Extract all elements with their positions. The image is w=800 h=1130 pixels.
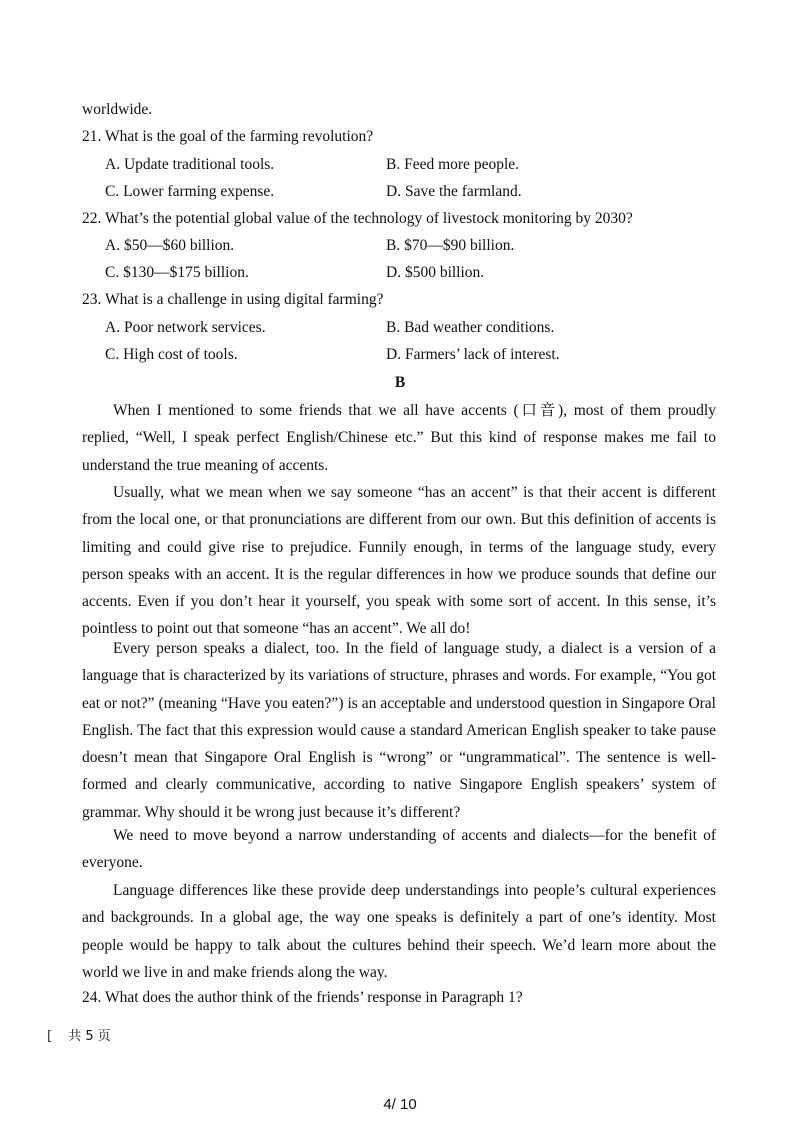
carryover-text: worldwide. [82, 101, 153, 118]
question-23-option-a: A. Poor network services. [105, 319, 266, 336]
page-footer-left [47, 1025, 111, 1044]
question-23-stem: 23. What is a challenge in using digital farming? [82, 291, 384, 308]
question-21-option-d: D. Save the farmland. [386, 183, 522, 200]
page-indicator: 4/ 10 [383, 1096, 417, 1113]
question-24-stem: 24. What does the author think of the friends’ response in Paragraph 1? [82, 989, 523, 1006]
question-21-option-c: C. Lower farming expense. [105, 183, 275, 200]
question-21-stem: 21. What is the goal of the farming revolution? [82, 128, 374, 145]
passage-paragraph-5: Language differences like these provide deep understandings into people’s cultural experiences and backgrounds. In a global age, the way one speaks is definitely a part of one’s identity. Most people would be happy to talk about the cultures behind their speech. We’d learn more about the world we live in and make friends along the way. [82, 882, 716, 981]
question-21-option-b: B. Feed more people. [386, 156, 520, 173]
question-22-option-d: D. $500 billion. [386, 264, 485, 281]
question-22-option-a: A. $50—$60 billion. [105, 237, 235, 254]
total-pages-label: 共 5 页 [68, 1029, 111, 1044]
passage-paragraph-2: Usually, what we mean when we say someone “has an accent” is that their accent is different from the local one, or that pronunciations are different from our own. But this definition of accents is limiting and could give rise to prejudice. Funnily enough, in terms of the language study, every person speaks with an accent. It is the regular differences in how we produce sounds that define our accents. Even if you don’t hear it yourself, you speak with some sort of accent. In this sense, it’s pointless to point out that someone “has an accent”. We all do! [82, 484, 716, 638]
question-23-option-c: C. High cost of tools. [105, 346, 238, 363]
question-22-stem: 22. What’s the potential global value of the technology of livestock monitoring by 2030? [82, 210, 633, 227]
footer-bracket: [ [47, 1029, 53, 1044]
question-22-option-b: B. $70—$90 billion. [386, 237, 515, 254]
section-b-heading: B [394, 374, 406, 391]
question-22-option-c: C. $130—$175 billion. [105, 264, 249, 281]
passage-paragraph-4: We need to move beyond a narrow understanding of accents and dialects—for the benefit of everyone. [82, 827, 716, 872]
question-23-option-d: D. Farmers’ lack of interest. [386, 346, 560, 363]
passage-paragraph-3: Every person speaks a dialect, too. In the field of language study, a dialect is a version of a language that is characterized by its variations of structure, phrases and words. For example, “You got eat or not?” (meaning “Have you eaten?”) is an acceptable and understood question in Singapore Oral English. The fact that this expression would cause a standard American English speaker to take pause doesn’t mean that Singapore Oral English is “wrong” or “ungrammatical”. The sentence is well-formed and clearly communicative, according to native Singapore English speakers’ system of grammar. Why should it be wrong just because it’s different? [82, 640, 716, 821]
question-21-option-a: A. Update traditional tools. [105, 156, 275, 173]
passage-paragraph-1: When I mentioned to some friends that we all have accents (口音), most of them proudly replied, “Well, I speak perfect English/Chinese etc.” But this kind of response makes me fail to understand the true meaning of accents. [82, 402, 716, 474]
question-23-option-b: B. Bad weather conditions. [386, 319, 555, 336]
